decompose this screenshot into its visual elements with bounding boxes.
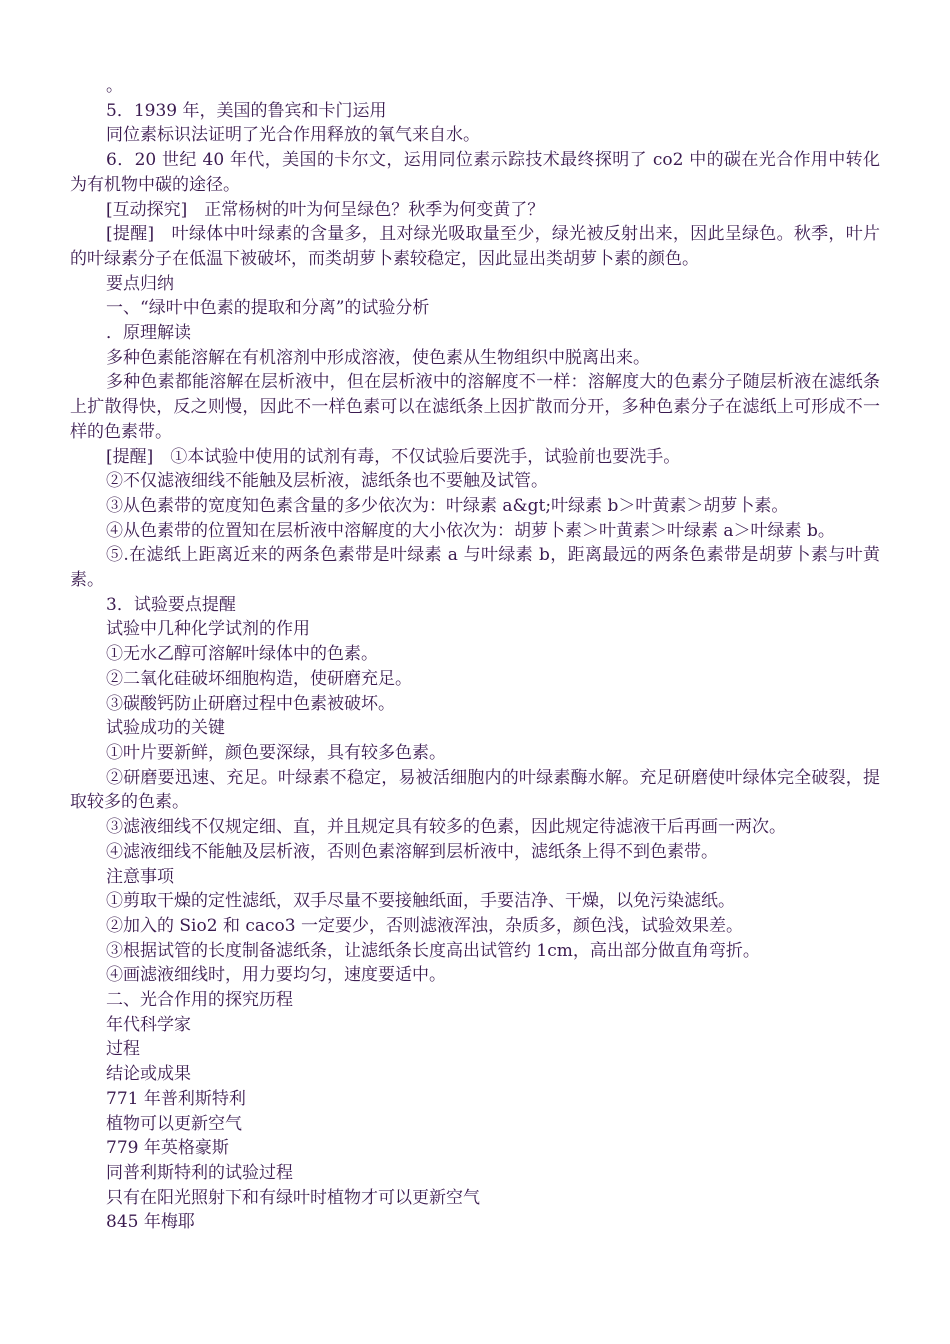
paragraph: 6．20 世纪 40 年代，美国的卡尔文，运用同位素示踪技术最终探明了 co2 中的碳在光合作用中转化为有机物中碳的途径。 (70, 150, 880, 195)
paragraph: 试验成功的关键 (106, 718, 225, 739)
paragraph: ⑤.在滤纸上距离近来的两条色素带是叶绿素 a 与叶绿素 b，距离最远的两条色素带是胡萝卜素与叶黄素。 (70, 545, 880, 591)
paragraph: ③从色素带的宽度知色素含量的多少依次为：叶绿素 a&gt;叶绿素 b＞叶黄素＞胡萝卜素。 (106, 495, 789, 516)
paragraph: ②不仅滤液细线不能触及层析液，滤纸条也不要触及试管。 (106, 471, 548, 492)
paragraph: ④从色素带的位置知在层析液中溶解度的大小依次为：胡萝卜素＞叶黄素＞叶绿素 a＞叶绿素 b。 (106, 520, 835, 541)
list-item: ①叶片要新鲜，颜色要深绿，具有较多色素。 (106, 742, 446, 763)
list-item: ①无水乙醇可溶解叶绿体中的色素。 (106, 644, 378, 665)
table-cell: 过程 (106, 1039, 140, 1060)
list-item: ④画滤液细线时，用力要均匀，速度要适中。 (106, 965, 446, 986)
table-cell: 同普利斯特利的试验过程 (106, 1162, 293, 1183)
subheading: ．原理解读 (106, 323, 191, 344)
list-item: ②二氧化硅破坏细胞构造，使研磨充足。 (106, 668, 412, 689)
paragraph: 多种色素能溶解在有机溶剂中形成溶液，使色素从生物组织中脱离出来。 (106, 347, 650, 368)
list-item: ③滤液细线不仅规定细、直，并且规定具有较多的色素，因此规定待滤液干后再画一两次。 (106, 817, 786, 838)
section-heading: 二、光合作用的探究历程 (106, 990, 293, 1011)
paragraph: 多种色素都能溶解在层析液中，但在层析液中的溶解度不一样：溶解度大的色素分子随层析液在滤纸条上扩散得快，反之则慢，因此不一样色素可以在滤纸条上因扩散而分开，多种色素分子在滤纸上可形成不一样的色素带。 (70, 372, 880, 442)
list-item: ④滤液细线不能触及层析液，否则色素溶解到层析液中，滤纸条上得不到色素带。 (106, 841, 718, 862)
table-cell: 845 年梅耶 (106, 1212, 195, 1233)
paragraph: 5．1939 年，美国的鲁宾和卡门运用 (106, 100, 387, 121)
section-heading: 一、“绿叶中色素的提取和分离”的试验分析 (106, 298, 430, 319)
paragraph: [互动探究] 正常杨树的叶为何呈绿色？秋季为何变黄了？ (106, 199, 545, 220)
table-cell: 结论或成果 (106, 1064, 191, 1085)
subheading: 3．试验要点提醒 (106, 594, 236, 615)
paragraph: [提醒] 叶绿体中叶绿素的含量多，且对绿光吸取量至少，绿光被反射出来，因此呈绿色。秋季，叶片的叶绿素分子在低温下被破坏，而类胡萝卜素较稳定，因此显出类胡萝卜素的颜色。 (70, 224, 880, 269)
table-cell: 779 年英格豪斯 (106, 1138, 229, 1159)
list-item: ③碳酸钙防止研磨过程中色素被破坏。 (106, 693, 395, 714)
paragraph: 。 (106, 76, 123, 96)
list-item: ③根据试管的长度制备滤纸条，让滤纸条长度高出试管约 1cm，高出部分做直角弯折。 (106, 940, 760, 961)
document-body (70, 74, 880, 1235)
list-item: ②研磨要迅速、充足。叶绿素不稳定，易被活细胞内的叶绿素酶水解。充足研磨使叶绿体完全破裂，提取较多的色素。 (70, 767, 880, 813)
table-cell: 植物可以更新空气 (106, 1113, 242, 1134)
list-item: ①剪取干燥的定性滤纸，双手尽量不要接触纸面，手要洁净、干燥，以免污染滤纸。 (106, 891, 735, 912)
list-item: ②加入的 Sio2 和 caco3 一定要少，否则滤液浑浊，杂质多，颜色浅，试验效果差。 (106, 915, 743, 936)
paragraph: 注意事项 (106, 866, 174, 887)
paragraph: 试验中几种化学试剂的作用 (106, 619, 310, 640)
paragraph: [提醒] ①本试验中使用的试剂有毒，不仅试验后要洗手，试验前也要洗手。 (106, 446, 681, 467)
table-cell: 年代科学家 (106, 1014, 191, 1035)
section-heading: 要点归纳 (106, 273, 174, 294)
paragraph: 同位素标识法证明了光合作用释放的氧气来自水。 (106, 125, 480, 146)
table-cell: 771 年普利斯特利 (106, 1088, 246, 1109)
table-cell: 只有在阳光照射下和有绿叶时植物才可以更新空气 (106, 1187, 480, 1208)
